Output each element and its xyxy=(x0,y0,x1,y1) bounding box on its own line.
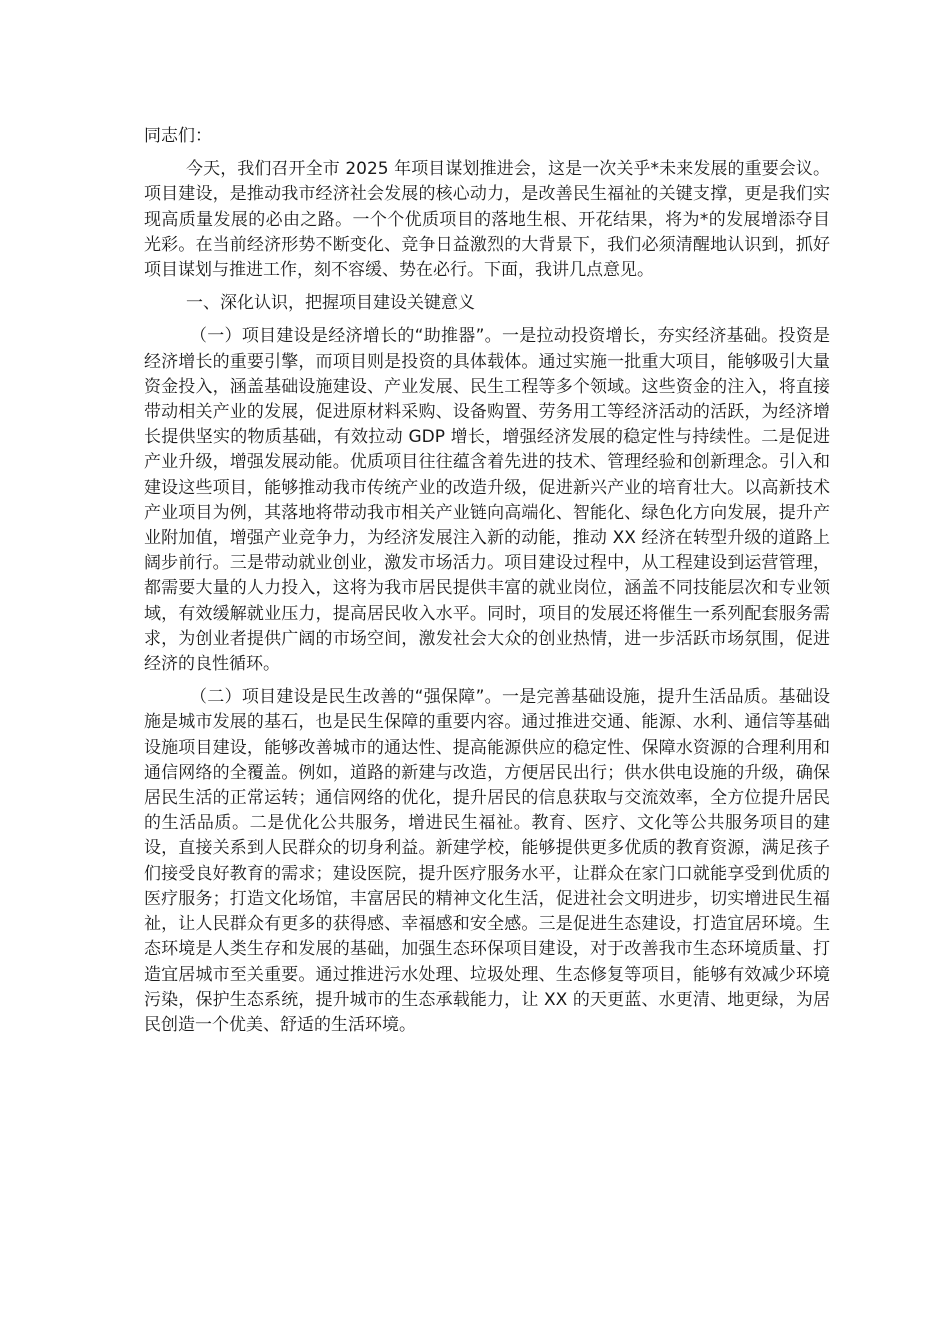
subsection-label: （一） xyxy=(190,326,242,347)
subsection-body: 一是完善基础设施，提升生活品质。基础设施是城市发展的基石，也是民生保障的重要内容。通过推进交通、能源、水利、通信等基础设施项目建设，能够改善城市的通达性、提高能源供应的稳定性、保障水资源的合理利用和通信网络的全覆盖。例如，道路的新建与改造，方便居民出行；供水供电设施的升级，确保居民生活的正常运转；通信网络的优化，提升居民的信息获取与交流效率，全方位提升居民的生活品质。二是优化公共服务，增进民生福祉。教育、医疗、文化等公共服务项目的建设，直接关系到人民群众的切身利益。新建学校，能够提供更多优质的教育资源，满足孩子们接受良好教育的需求；建设医院，提升医疗服务水平，让群众在家门口就能享受到优质的医疗服务；打造文化场馆，丰富居民的精神文化生活，促进社会文明进步，切实增进民生福祉，让人民群众有更多的获得感、幸福感和安全感。三是促进生态建设，打造宜居环境。生态环境是人类生存和发展的基础，加强生态环保项目建设，对于改善我市生态环境质量、打造宜居城市至关重要。通过推进污水处理、垃圾处理、生态修复等项目，能够有效减少环境污染，保护生态系统，提升城市的生态承载能力，让 XX 的天更蓝、水更清、地更绿，为居民创造一个优美、舒适的生活环境。 xyxy=(144,687,830,1035)
subsection-title: 项目建设是经济增长的“助推器”。 xyxy=(241,326,502,347)
section-heading: 一、深化认识，把握项目建设关键意义 xyxy=(186,293,475,314)
subsection-title: 项目建设是民生改善的“强保障”。 xyxy=(241,687,502,708)
document-page xyxy=(144,124,830,1046)
subsection-2 xyxy=(144,685,830,1038)
intro-paragraph: 今天，我们召开全市 2025 年项目谋划推进会，这是一次关乎*未来发展的重要会议。项目建设，是推动我市经济社会发展的核心动力，是改善民生福祉的关键支撑，更是我们实现高质量发展的必由之路。一个个优质项目的落地生根、开花结果，将为*的发展增添夺目光彩。在当前经济形势不断变化、竞争日益激烈的大背景下，我们必须清醒地认识到，抓好项目谋划与推进工作，刻不容缓、势在必行。下面，我讲几点意见。 xyxy=(144,159,830,281)
salutation: 同志们： xyxy=(144,126,212,146)
subsection-1 xyxy=(144,324,830,677)
subsection-body: 一是拉动投资增长，夯实经济基础。投资是经济增长的重要引擎，而项目则是投资的具体载体。通过实施一批重大项目，能够吸引大量资金投入，涵盖基础设施建设、产业发展、民生工程等多个领域。这些资金的注入，将直接带动相关产业的发展，促进原材料采购、设备购置、劳务用工等经济活动的活跃，为经济增长提供坚实的物质基础，有效拉动 GDP 增长，增强经济发展的稳定性与持续性。二是促进产业升级，增强发展动能。优质项目往往蕴含着先进的技术、管理经验和创新理念。引入和建设这些项目，能够推动我市传统产业的改造升级，促进新兴产业的培育壮大。以高新技术产业项目为例，其落地将带动我市相关产业链向高端化、智能化、绿色化方向发展，提升产业附加值，增强产业竞争力，为经济发展注入新的动能，推动 XX 经济在转型升级的道路上阔步前行。三是带动就业创业，激发市场活力。项目建设过程中，从工程建设到运营管理，都需要大量的人力投入，这将为我市居民提供丰富的就业岗位，涵盖不同技能层次和专业领域，有效缓解就业压力，提高居民收入水平。同时，项目的发展还将催生一系列配套服务需求，为创业者提供广阔的市场空间，激发社会大众的创业热情，进一步活跃市场氛围，促进经济的良性循环。 xyxy=(144,326,830,675)
subsection-label: （二） xyxy=(190,687,242,708)
